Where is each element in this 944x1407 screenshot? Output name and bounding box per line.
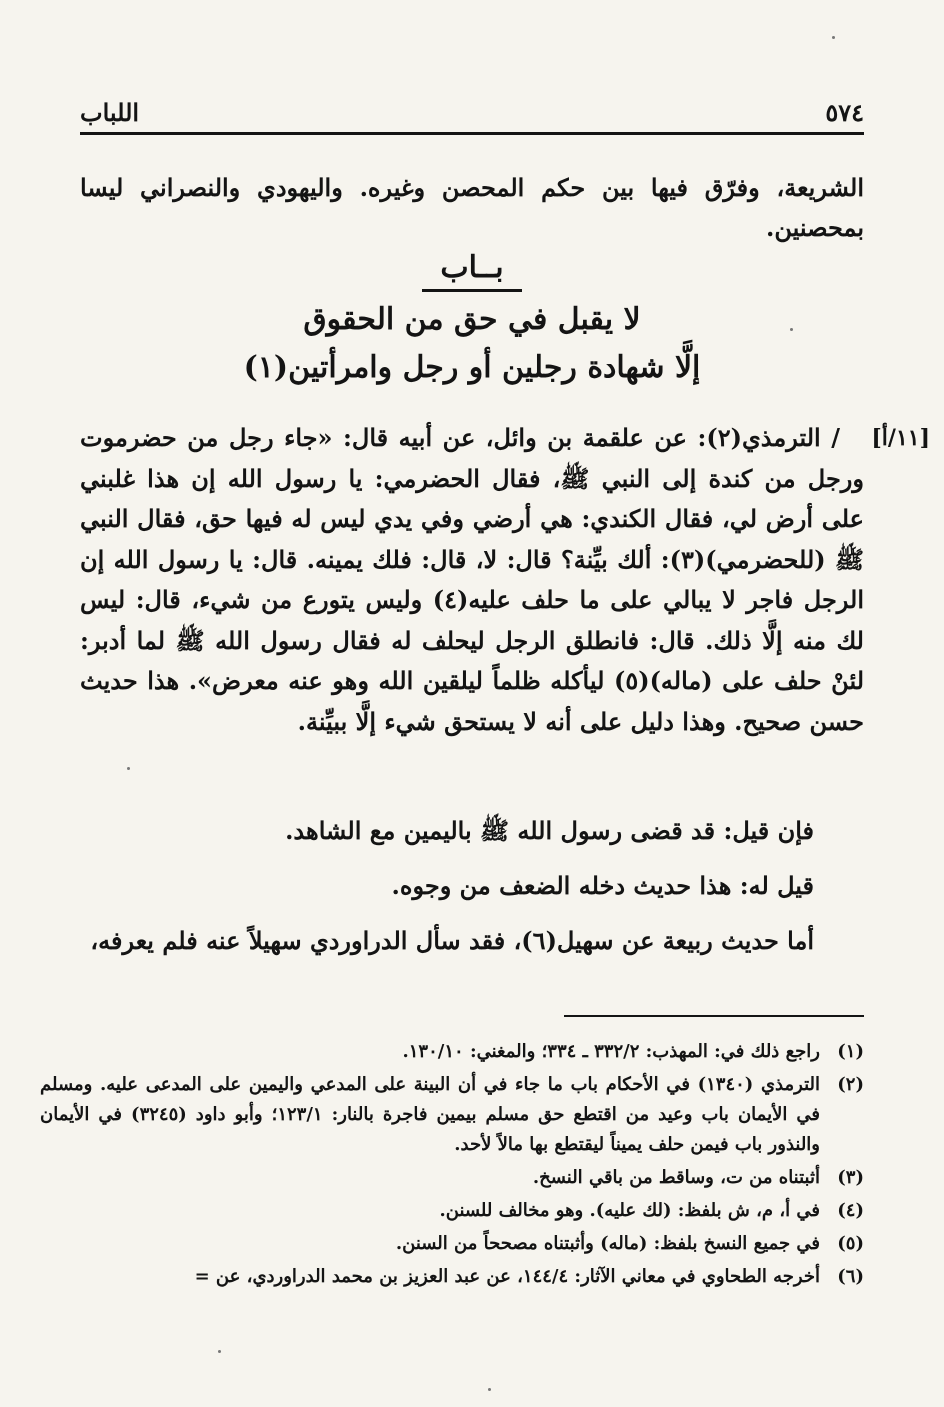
scan-speck	[218, 1350, 221, 1353]
footnote-text: أثبتناه من ت، وساقط من باقي النسخ.	[532, 1167, 820, 1188]
book-title: اللباب	[80, 97, 140, 127]
footnotes	[40, 1037, 864, 1295]
footnote	[40, 1163, 864, 1193]
footnote	[40, 1070, 864, 1160]
chapter-title-line1: لا يقبل في حق من الحقوق	[303, 302, 641, 337]
scan-speck	[488, 1388, 491, 1391]
footnote-text: في جميع النسخ بلفظ: (ماله) وأثبتناه مصححاً من السنن.	[395, 1233, 820, 1254]
footnote-text: في أ، م، ش بلفظ: (لك عليه). وهو مخالف للسنن.	[439, 1200, 820, 1221]
footnote	[40, 1229, 864, 1259]
footnote	[40, 1196, 864, 1226]
page-number: ٥٧٤	[825, 97, 864, 127]
page-header	[80, 92, 864, 135]
footnote-number: (٥)	[837, 1233, 864, 1254]
footnote-number: (٦)	[837, 1266, 864, 1287]
chapter-title-line2: إلَّا شهادة رجلين أو رجل وامرأتين(١)	[243, 350, 701, 385]
qa-section	[80, 808, 864, 963]
intro-paragraph: الشريعة، وفرّق فيها بين حكم المحصن وغيره. واليهودي والنصراني ليسا بمحصنين.	[80, 173, 864, 242]
footnote-number: (٢)	[837, 1074, 864, 1095]
qa-line: أما حديث ربيعة عن سهيل(٦)، فقد سأل الدراوردي سهيلاً عنه فلم يعرفه،	[90, 926, 814, 955]
footnote-text: الترمذي (١٣٤٠) في الأحكام باب ما جاء في أن البينة على المدعي واليمين على المدعى عليه. ومسلم في الأيمان باب وعيد من اقتطع حق مسلم بيمين فاجرة بالنار: ١٢٣/١؛ وأبو داود (٣٢٤٥) في الأيمان والنذور باب فيمن حلف يميناً ليقتطع بها مالاً لأحد.	[40, 1074, 820, 1155]
footnote-divider	[564, 1015, 864, 1017]
scan-speck	[127, 767, 130, 770]
chapter-label	[0, 250, 944, 292]
footnote	[40, 1262, 864, 1292]
qa-line: فإن قيل: قد قضى رسول الله ﷺ باليمين مع الشاهد.	[285, 816, 814, 845]
footnote-number: (٣)	[837, 1167, 864, 1188]
scan-speck	[832, 36, 835, 39]
footnote-text: راجع ذلك في: المهذب: ٣٣٢/٢ ـ ٣٣٤؛ والمغني: ١٣٠/١٠.	[402, 1041, 820, 1062]
scan-speck	[790, 328, 793, 331]
hadith-paragraph	[80, 418, 864, 742]
qa-line: قيل له: هذا حديث دخله الضعف من وجوه.	[391, 871, 814, 900]
footnote	[40, 1037, 864, 1067]
footnote-number: (٤)	[837, 1200, 864, 1221]
margin-folio-note: [١١/أ]	[871, 425, 930, 451]
hadith-text: / الترمذي(٢): عن علقمة بن وائل، عن أبيه قال: «جاء رجل من حضرموت ورجل من كندة إلى النبي ﷺ، فقال الحضرمي: يا رسول الله إن هذا غلبني على أرض لي، فقال الكندي: هي أرضي وفي يدي ليس له فيها حق، فقال النبي ﷺ (للحضرمي)(٣): ألك بيِّنة؟ قال: لا، قال: فلك يمينه. قال: يا رسول الله إن الرجل فاجر لا يبالي على ما حلف عليه(٤) وليس يتورع من شيء، قال: ليس لك منه إلَّا ذلك. قال: فانطلق الرجل ليحلف له فقال رسول الله ﷺ لما أدبر: لئنْ حلف على (ماله)(٥) ليأكله ظلماً ليلقين الله وهو عنه معرض». هذا حديث حسن صحيح. وهذا دليل على أنه لا يستحق شيء إلَّا ببيِّنة.	[80, 423, 865, 736]
footnote-number: (١)	[837, 1041, 864, 1062]
bab-word: بــاب	[422, 250, 521, 292]
footnote-text: أخرجه الطحاوي في معاني الآثار: ١٤٤/٤، عن عبد العزيز بن محمد الدراوردي، عن =	[194, 1266, 820, 1287]
